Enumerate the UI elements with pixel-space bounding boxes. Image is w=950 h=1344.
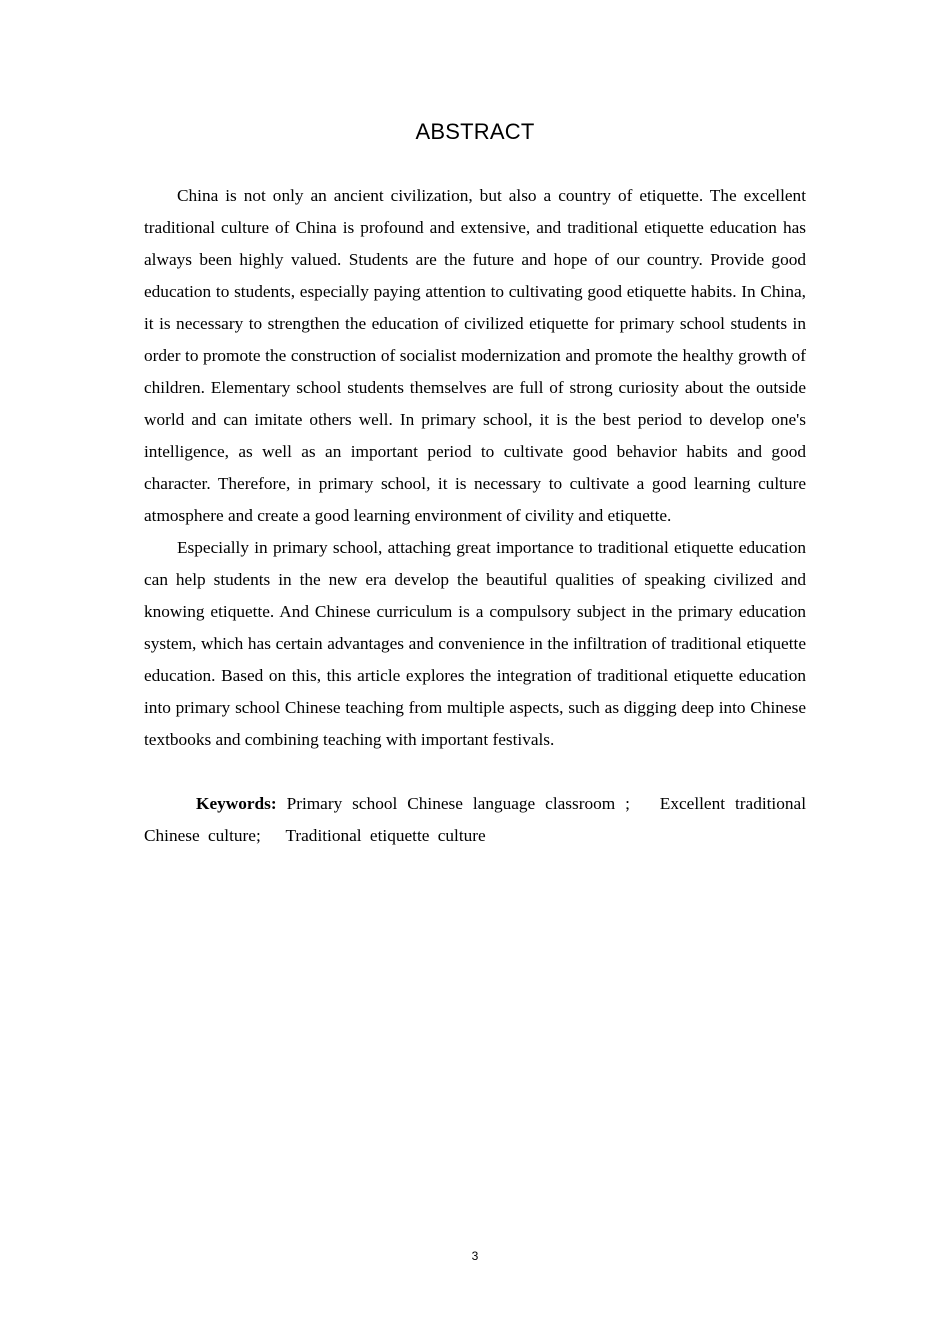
keywords-line xyxy=(144,788,806,852)
keyword-item: Excellent traditional Chinese culture xyxy=(144,794,806,845)
abstract-paragraph-2: Especially in primary school, attaching great importance to traditional etiquette education can help students in the new era develop the beautiful qualities of speaking civilized and knowing etiquette. And Chinese curriculum is a compulsory subject in the primary education system, which has certain advantages and convenience in the infiltration of traditional etiquette education. Based on this, this article explores the integration of traditional etiquette education into primary school Chinese teaching from multiple aspects, such as digging deep into Chinese textbooks and combining teaching with important festivals. xyxy=(144,538,806,749)
keyword-item: Traditional etiquette culture xyxy=(285,826,486,845)
keyword-separator: ; xyxy=(255,826,286,845)
keyword-item: Primary school Chinese language classroom xyxy=(286,794,616,813)
keywords-label: Keywords: xyxy=(196,794,277,813)
keyword-separator: ; xyxy=(615,794,660,813)
abstract-title: ABSTRACT xyxy=(415,119,535,144)
abstract-body xyxy=(144,180,806,852)
abstract-paragraph-1: China is not only an ancient civilization, but also a country of etiquette. The excellent traditional culture of China is profound and extensive, and traditional etiquette education has always been highly valued. Students are the future and hope of our country. Provide good education to students, especially paying attention to cultivating good etiquette habits. In China, it is necessary to strengthen the education of civilized etiquette for primary school students in order to promote the construction of socialist modernization and promote the healthy growth of children. Elementary school students themselves are full of strong curiosity about the outside world and can imitate others well. In primary school, it is the best period to develop one's intelligence, as well as an important period to cultivate good behavior habits and good character. Therefore, in primary school, it is necessary to cultivate a good learning culture atmosphere and create a good learning environment of civility and etiquette. xyxy=(144,186,806,525)
page-number: 3 xyxy=(471,1249,479,1263)
